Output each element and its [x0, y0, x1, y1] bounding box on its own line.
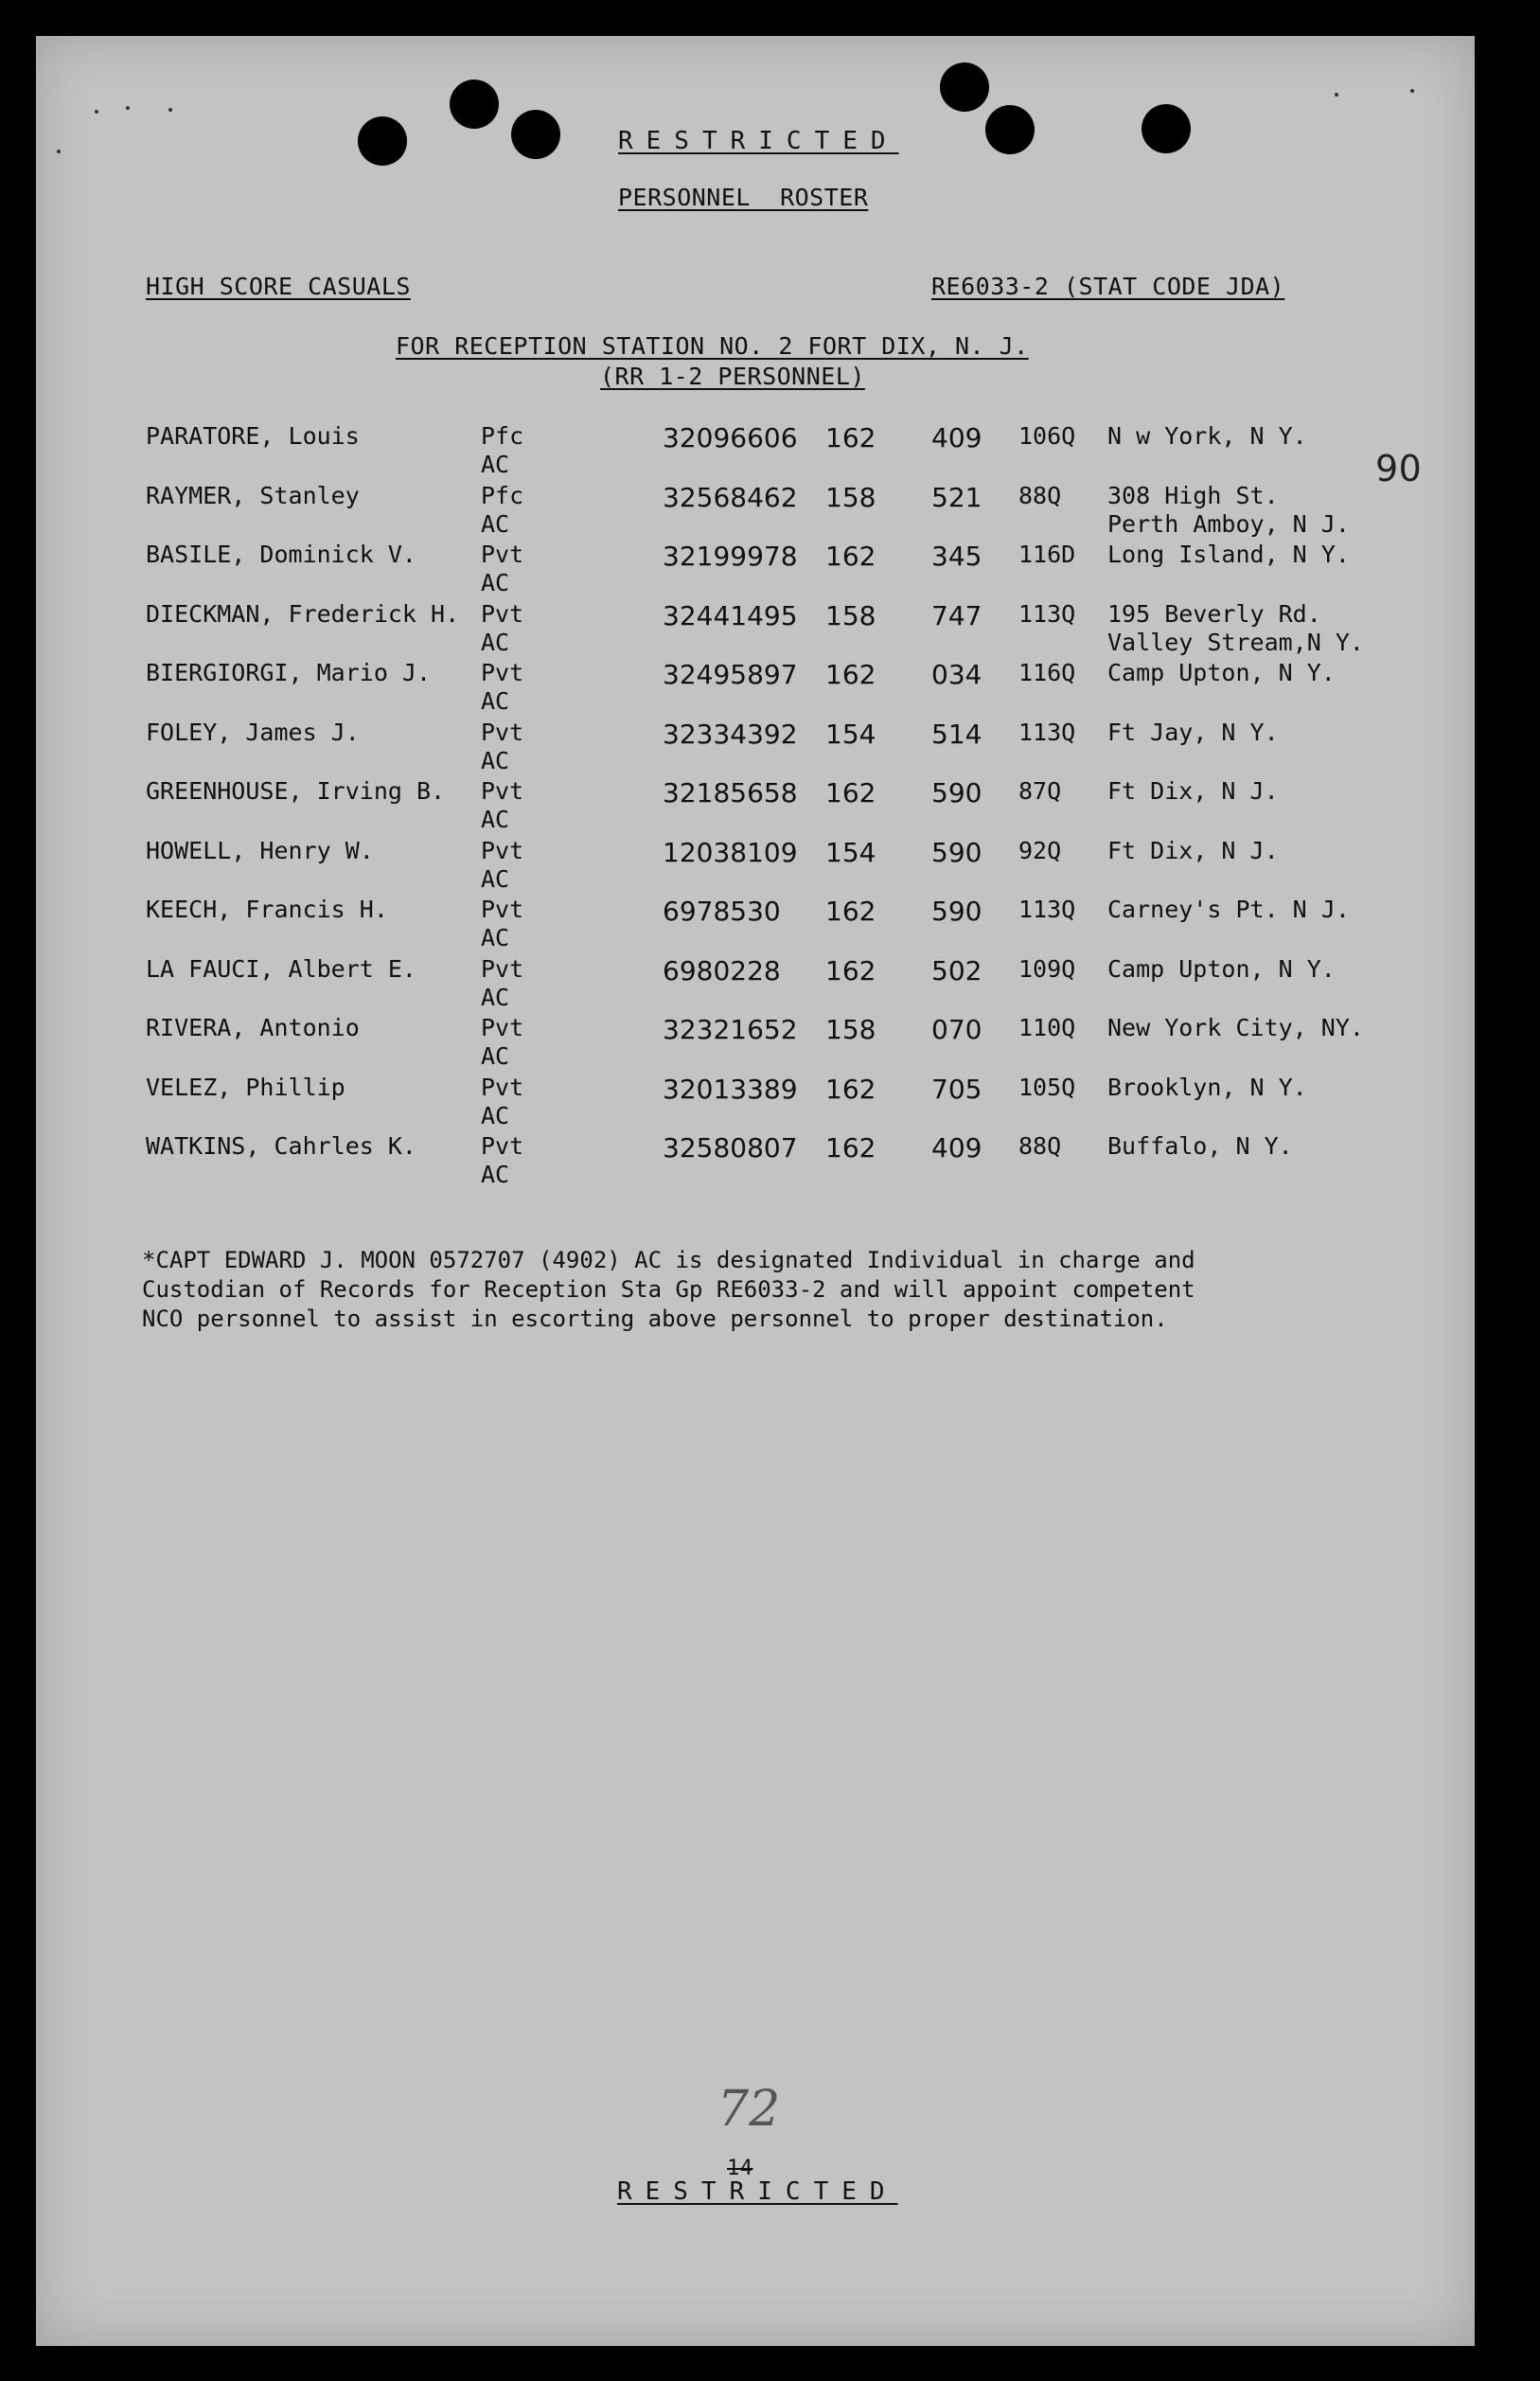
- table-row: [36, 955, 1475, 1016]
- roster-serial: 32199978: [663, 541, 798, 572]
- roster-address: Long Island, N Y.: [1107, 541, 1350, 568]
- roster-address: Brooklyn, N Y.: [1107, 1073, 1307, 1101]
- roster-serial: 6980228: [663, 954, 781, 986]
- roster-name: WATKINS, Cahrles K.: [146, 1132, 416, 1160]
- roster-arm: AC: [481, 1161, 510, 1188]
- roster-c1: 154: [825, 836, 876, 868]
- roster-address: N w York, N Y.: [1107, 422, 1307, 450]
- roster-address2: Valley Stream,N Y.: [1107, 628, 1364, 656]
- roster-serial: 32185658: [663, 777, 798, 808]
- roster-c2: 590: [931, 777, 982, 808]
- table-row: [36, 896, 1475, 956]
- roster-name: LA FAUCI, Albert E.: [146, 954, 416, 983]
- roster-address: Camp Upton, N Y.: [1107, 954, 1336, 983]
- roster-c2: 409: [931, 1132, 982, 1164]
- roster-address: Ft Dix, N J.: [1107, 777, 1279, 805]
- roster-address: Buffalo, N Y.: [1107, 1132, 1293, 1160]
- roster-name: VELEZ, Phillip: [146, 1073, 345, 1101]
- roster-c2: 514: [931, 718, 982, 750]
- roster-serial: 32334392: [663, 718, 798, 750]
- roster-address: Ft Jay, N Y.: [1107, 718, 1279, 746]
- roster-name: HOWELL, Henry W.: [146, 836, 374, 864]
- table-row: [36, 541, 1475, 601]
- table-row: [36, 837, 1475, 897]
- right-heading: RE6033-2 (STAT CODE JDA): [931, 273, 1285, 300]
- roster-serial: 32495897: [663, 659, 798, 690]
- table-row: [36, 659, 1475, 720]
- roster-name: FOLEY, James J.: [146, 718, 360, 746]
- roster-c3: 109Q: [1018, 954, 1076, 983]
- roster-c3: 87Q: [1018, 777, 1062, 805]
- classification-footer: RESTRICTED: [617, 2177, 898, 2206]
- roster-c2: 521: [931, 481, 982, 513]
- roster-c3: 113Q: [1018, 718, 1076, 746]
- table-row: [36, 482, 1475, 542]
- roster-c1: 158: [825, 1014, 876, 1045]
- handwritten-page-number: 72: [717, 2081, 781, 2138]
- roster-grade: Pvt: [481, 599, 524, 628]
- roster-c1: 162: [825, 954, 876, 986]
- roster-c2: 070: [931, 1014, 982, 1045]
- struck-page-number: 14: [727, 2157, 753, 2180]
- roster-c2: 409: [931, 422, 982, 453]
- roster-c3: 88Q: [1018, 1132, 1062, 1160]
- roster-c1: 162: [825, 1132, 876, 1164]
- roster-grade: Pvt: [481, 836, 524, 864]
- roster-c3: 105Q: [1018, 1073, 1076, 1101]
- roster-c2: 705: [931, 1073, 982, 1105]
- roster-arm: AC: [481, 1042, 510, 1070]
- roster-arm: AC: [481, 628, 510, 656]
- roster-c3: 113Q: [1018, 599, 1076, 628]
- document-title: PERSONNEL ROSTER: [618, 184, 869, 211]
- roster-arm: AC: [481, 687, 510, 715]
- roster-c2: 590: [931, 836, 982, 868]
- roster-name: DIECKMAN, Frederick H.: [146, 599, 460, 628]
- roster-grade: Pfc: [481, 481, 524, 509]
- roster-table: [36, 36, 1475, 2346]
- note-line: *CAPT EDWARD J. MOON 0572707 (4902) AC is designated Individual in charge and: [142, 1247, 1195, 1273]
- table-row: [36, 1132, 1475, 1193]
- roster-c2: 345: [931, 541, 982, 572]
- table-row: [36, 600, 1475, 661]
- margin-number: 90: [1375, 448, 1423, 489]
- table-row: [36, 1074, 1475, 1134]
- note-line: NCO personnel to assist in escorting above personnel to proper destination.: [142, 1306, 1168, 1332]
- roster-arm: AC: [481, 569, 510, 596]
- roster-name: RAYMER, Stanley: [146, 481, 360, 509]
- subheading-2: (RR 1-2 PERSONNEL): [600, 363, 865, 390]
- roster-address: 308 High St.: [1107, 481, 1279, 509]
- roster-arm: AC: [481, 983, 510, 1011]
- roster-c1: 154: [825, 718, 876, 750]
- roster-grade: Pvt: [481, 1132, 524, 1160]
- roster-grade: Pvt: [481, 541, 524, 568]
- roster-c3: 110Q: [1018, 1014, 1076, 1041]
- roster-serial: 6978530: [663, 896, 781, 927]
- roster-address: Carney's Pt. N J.: [1107, 896, 1350, 923]
- roster-serial: 12038109: [663, 836, 798, 868]
- roster-c2: 747: [931, 599, 982, 631]
- roster-address: 195 Beverly Rd.: [1107, 599, 1321, 628]
- roster-name: BASILE, Dominick V.: [146, 541, 416, 568]
- roster-c1: 162: [825, 541, 876, 572]
- roster-arm: AC: [481, 451, 510, 478]
- custodian-note: [142, 1246, 1372, 1334]
- roster-c3: 116Q: [1018, 659, 1076, 686]
- roster-arm: AC: [481, 746, 510, 774]
- roster-c3: 92Q: [1018, 836, 1062, 864]
- roster-c1: 162: [825, 659, 876, 690]
- roster-name: KEECH, Francis H.: [146, 896, 388, 923]
- left-heading: HIGH SCORE CASUALS: [146, 273, 411, 300]
- roster-c2: 034: [931, 659, 982, 690]
- roster-address: New York City, NY.: [1107, 1014, 1364, 1041]
- roster-grade: Pvt: [481, 1014, 524, 1041]
- roster-arm: AC: [481, 509, 510, 538]
- roster-arm: AC: [481, 806, 510, 833]
- roster-address: Ft Dix, N J.: [1107, 836, 1279, 864]
- roster-serial: 32441495: [663, 599, 798, 631]
- roster-grade: Pvt: [481, 954, 524, 983]
- roster-grade: Pvt: [481, 896, 524, 923]
- roster-grade: Pvt: [481, 1073, 524, 1101]
- roster-c1: 162: [825, 422, 876, 453]
- roster-grade: Pvt: [481, 777, 524, 805]
- roster-name: RIVERA, Antonio: [146, 1014, 360, 1041]
- roster-serial: 32013389: [663, 1073, 798, 1105]
- roster-name: BIERGIORGI, Mario J.: [146, 659, 432, 686]
- roster-serial: 32321652: [663, 1014, 798, 1045]
- roster-c1: 162: [825, 1073, 876, 1105]
- roster-c3: 106Q: [1018, 422, 1076, 450]
- table-row: [36, 422, 1475, 483]
- roster-serial: 32096606: [663, 422, 798, 453]
- roster-c3: 116D: [1018, 541, 1076, 568]
- roster-c1: 162: [825, 896, 876, 927]
- table-row: [36, 777, 1475, 838]
- roster-c3: 88Q: [1018, 481, 1062, 509]
- roster-grade: Pfc: [481, 422, 524, 450]
- roster-address2: Perth Amboy, N J.: [1107, 509, 1350, 538]
- note-line: Custodian of Records for Reception Sta Gp RE6033-2 and will appoint competent: [142, 1276, 1195, 1303]
- roster-c1: 158: [825, 599, 876, 631]
- roster-c1: 158: [825, 481, 876, 513]
- table-row: [36, 1014, 1475, 1075]
- subheading: FOR RECEPTION STATION NO. 2 FORT DIX, N. J.: [396, 332, 1029, 360]
- roster-arm: AC: [481, 924, 510, 951]
- roster-arm: AC: [481, 1101, 510, 1129]
- roster-c1: 162: [825, 777, 876, 808]
- roster-address: Camp Upton, N Y.: [1107, 659, 1336, 686]
- roster-arm: AC: [481, 864, 510, 893]
- roster-c2: 502: [931, 954, 982, 986]
- roster-name: PARATORE, Louis: [146, 422, 360, 450]
- table-row: [36, 719, 1475, 779]
- roster-grade: Pvt: [481, 659, 524, 686]
- document-page: [36, 36, 1475, 2346]
- roster-serial: 32568462: [663, 481, 798, 513]
- roster-c2: 590: [931, 896, 982, 927]
- classification-header: RESTRICTED: [618, 127, 899, 155]
- roster-c3: 113Q: [1018, 896, 1076, 923]
- roster-serial: 32580807: [663, 1132, 798, 1164]
- roster-grade: Pvt: [481, 718, 524, 746]
- roster-name: GREENHOUSE, Irving B.: [146, 777, 446, 805]
